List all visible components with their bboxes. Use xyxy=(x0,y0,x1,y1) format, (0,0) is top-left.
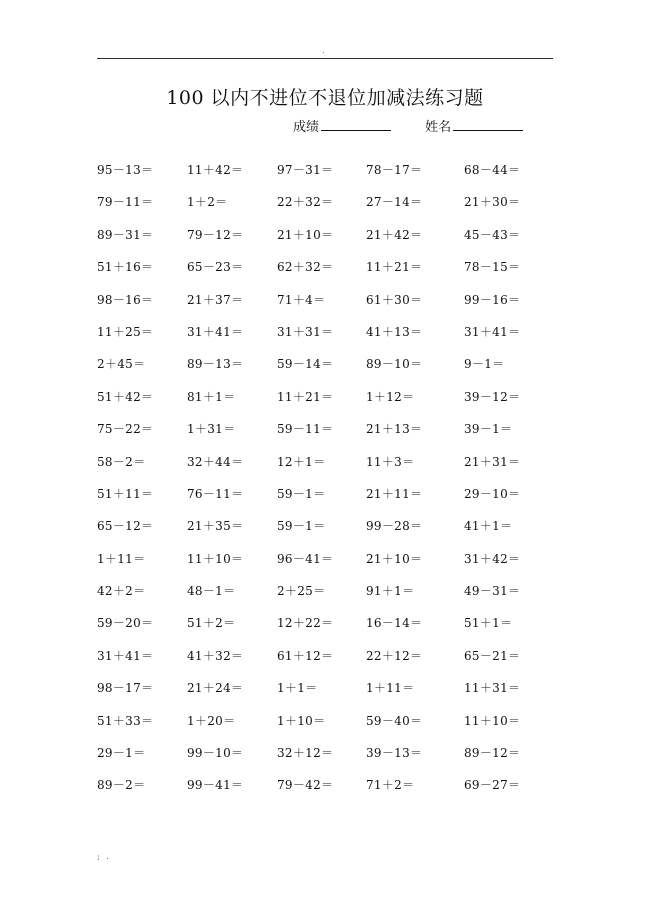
problem-item: 2＋45＝ xyxy=(97,357,146,372)
problem-item: 1＋31＝ xyxy=(187,422,236,437)
problem-item: 79－42＝ xyxy=(277,778,334,793)
problem-item: 27－14＝ xyxy=(366,195,423,210)
problem-item: 49－31＝ xyxy=(464,584,521,599)
problem-item: 59－1＝ xyxy=(277,486,326,501)
problem-item: 65－23＝ xyxy=(187,260,244,275)
problem-item: 99－16＝ xyxy=(464,292,521,307)
problem-item: 89－2＝ xyxy=(97,778,146,793)
problem-item: 61＋30＝ xyxy=(366,292,423,307)
problem-item: 41＋32＝ xyxy=(187,648,244,663)
problem-item: 11＋3＝ xyxy=(366,454,415,469)
problem-item: 71＋4＝ xyxy=(277,292,326,307)
problem-item: 59－14＝ xyxy=(277,357,334,372)
problem-item: 12＋1＝ xyxy=(277,454,326,469)
problem-item: 51＋42＝ xyxy=(97,389,154,404)
problem-item: 78－17＝ xyxy=(366,163,423,177)
problem-item: 68－44＝ xyxy=(464,163,521,177)
problem-item: 21＋37＝ xyxy=(187,292,244,307)
problem-item: 12＋22＝ xyxy=(277,616,334,631)
problem-item: 65－21＝ xyxy=(464,648,521,663)
problem-item: 32＋44＝ xyxy=(187,454,244,469)
problem-row xyxy=(97,259,557,291)
problem-item: 22＋12＝ xyxy=(366,648,423,663)
problem-item: 51＋1＝ xyxy=(464,616,513,631)
problem-grid xyxy=(97,162,557,810)
problem-item: 78－15＝ xyxy=(464,260,521,275)
problem-item: 61＋12＝ xyxy=(277,648,334,663)
score-field xyxy=(293,118,391,137)
problem-item: 79－11＝ xyxy=(97,195,154,210)
problem-item: 91＋1＝ xyxy=(366,584,415,599)
problem-item: 21＋10＝ xyxy=(366,551,423,566)
problem-item: 1＋12＝ xyxy=(366,389,415,404)
problem-item: 1＋10＝ xyxy=(277,713,326,728)
problem-item: 16－14＝ xyxy=(366,616,423,631)
problem-item: 21＋30＝ xyxy=(464,195,521,210)
problem-item: 31＋41＝ xyxy=(187,324,244,339)
problem-item: 21＋11＝ xyxy=(366,486,423,501)
student-fields xyxy=(293,118,523,137)
problem-item: 11＋31＝ xyxy=(464,681,521,696)
problem-item: 45－43＝ xyxy=(464,227,521,242)
problem-item: 98－17＝ xyxy=(97,681,154,696)
problem-item: 21＋24＝ xyxy=(187,681,244,696)
problem-item: 71＋2＝ xyxy=(366,778,415,793)
score-label: 成绩 xyxy=(293,120,320,135)
header-rule xyxy=(97,58,553,59)
problem-item: 21＋31＝ xyxy=(464,454,521,469)
problem-item: 1＋20＝ xyxy=(187,713,236,728)
problem-item: 1＋2＝ xyxy=(187,195,228,210)
problem-item: 51＋11＝ xyxy=(97,486,154,501)
problem-item: 11＋10＝ xyxy=(187,551,244,566)
name-blank xyxy=(453,118,523,131)
footer-mark: ; . xyxy=(97,852,111,861)
problem-item: 29－1＝ xyxy=(97,746,146,761)
problem-item: 2＋25＝ xyxy=(277,584,326,599)
name-field xyxy=(425,118,523,137)
problem-row xyxy=(97,615,557,647)
problem-item: 31＋42＝ xyxy=(464,551,521,566)
problem-row xyxy=(97,583,557,615)
problem-item: 96－41＝ xyxy=(277,551,334,566)
problem-item: 98－16＝ xyxy=(97,292,154,307)
problem-row xyxy=(97,227,557,259)
problem-item: 62＋32＝ xyxy=(277,260,334,275)
name-label: 姓名 xyxy=(425,120,452,135)
problem-row xyxy=(97,292,557,324)
page-title: 100 以内不进位不退位加减法练习题 xyxy=(166,87,484,109)
problem-item: 89－13＝ xyxy=(187,357,244,372)
problem-item: 22＋32＝ xyxy=(277,195,334,210)
problem-item: 89－10＝ xyxy=(366,357,423,372)
problem-item: 59－20＝ xyxy=(97,616,154,631)
problem-item: 51＋2＝ xyxy=(187,616,236,631)
problem-item: 65－12＝ xyxy=(97,519,154,534)
problem-item: 75－22＝ xyxy=(97,422,154,437)
problem-item: 1＋11＝ xyxy=(366,681,415,696)
problem-row xyxy=(97,777,557,809)
problem-row xyxy=(97,518,557,550)
problem-row xyxy=(97,324,557,356)
problem-item: 9－1＝ xyxy=(464,357,505,372)
problem-item: 81＋1＝ xyxy=(187,389,236,404)
problem-item: 79－12＝ xyxy=(187,227,244,242)
problem-item: 21＋10＝ xyxy=(277,227,334,242)
problem-item: 41＋1＝ xyxy=(464,519,513,534)
score-blank xyxy=(321,118,391,131)
problem-row xyxy=(97,745,557,777)
problem-item: 97－31＝ xyxy=(277,163,334,177)
problem-item: 42＋2＝ xyxy=(97,584,146,599)
problem-item: 48－1＝ xyxy=(187,584,236,599)
problem-row xyxy=(97,421,557,453)
problem-item: 95－13＝ xyxy=(97,163,154,177)
problem-item: 51＋33＝ xyxy=(97,713,154,728)
problem-row xyxy=(97,713,557,745)
problem-item: 59－11＝ xyxy=(277,422,334,437)
problem-item: 31＋31＝ xyxy=(277,324,334,339)
problem-item: 11＋10＝ xyxy=(464,713,521,728)
problem-item: 29－10＝ xyxy=(464,486,521,501)
problem-row xyxy=(97,551,557,583)
problem-item: 11＋25＝ xyxy=(97,324,154,339)
problem-row xyxy=(97,194,557,226)
problem-item: 21＋13＝ xyxy=(366,422,423,437)
problem-item: 39－13＝ xyxy=(366,746,423,761)
problem-row xyxy=(97,162,557,194)
problem-item: 99－41＝ xyxy=(187,778,244,793)
problem-row xyxy=(97,680,557,712)
problem-item: 89－12＝ xyxy=(464,746,521,761)
problem-item: 31＋41＝ xyxy=(97,648,154,663)
problem-item: 99－10＝ xyxy=(187,746,244,761)
problem-row xyxy=(97,648,557,680)
problem-item: 51＋16＝ xyxy=(97,260,154,275)
header-dot: . xyxy=(322,46,325,55)
problem-item: 1＋11＝ xyxy=(97,551,146,566)
problem-item: 69－27＝ xyxy=(464,778,521,793)
problem-item: 11＋21＝ xyxy=(277,389,334,404)
problem-item: 59－1＝ xyxy=(277,519,326,534)
problem-item: 21＋35＝ xyxy=(187,519,244,534)
problem-row xyxy=(97,486,557,518)
problem-item: 41＋13＝ xyxy=(366,324,423,339)
problem-item: 21＋42＝ xyxy=(366,227,423,242)
problem-item: 39－12＝ xyxy=(464,389,521,404)
problem-item: 11＋42＝ xyxy=(187,163,244,177)
problem-item: 58－2＝ xyxy=(97,454,146,469)
problem-item: 89－31＝ xyxy=(97,227,154,242)
problem-item: 1＋1＝ xyxy=(277,681,318,696)
problem-item: 59－40＝ xyxy=(366,713,423,728)
problem-row xyxy=(97,454,557,486)
problem-row xyxy=(97,389,557,421)
problem-item: 31＋41＝ xyxy=(464,324,521,339)
problem-item: 99－28＝ xyxy=(366,519,423,534)
problem-item: 32＋12＝ xyxy=(277,746,334,761)
problem-item: 39－1＝ xyxy=(464,422,513,437)
problem-row xyxy=(97,356,557,388)
problem-item: 11＋21＝ xyxy=(366,260,423,275)
problem-item: 76－11＝ xyxy=(187,486,244,501)
